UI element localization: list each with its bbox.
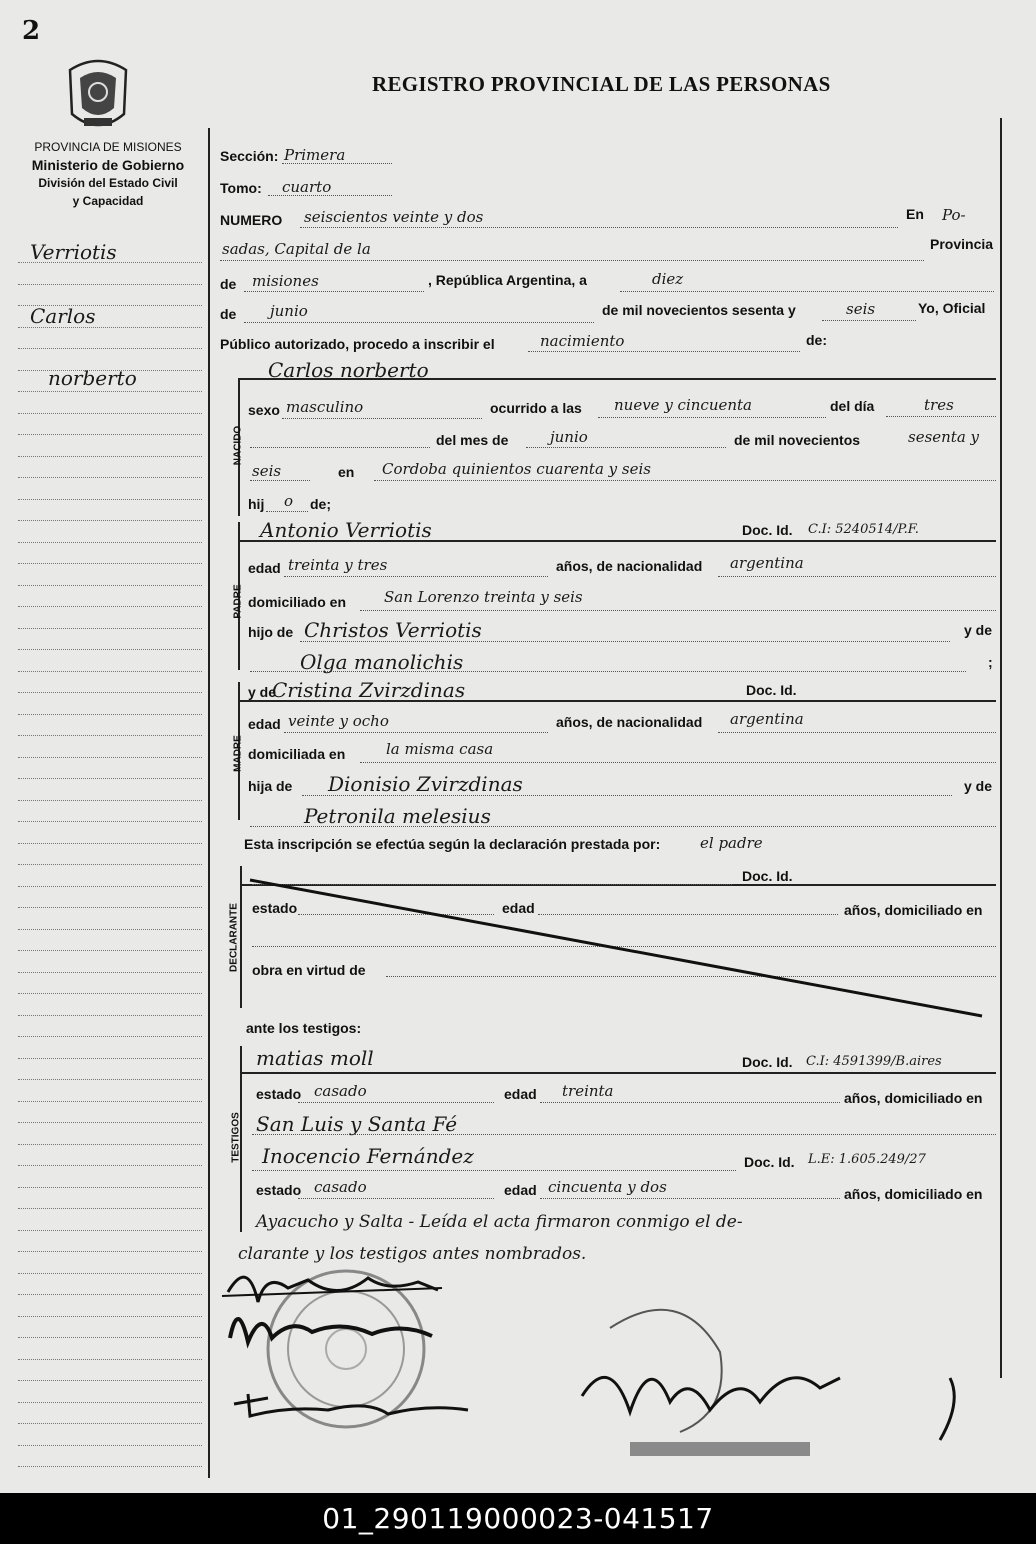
margin-rule bbox=[18, 1273, 202, 1274]
testigo1-estado-label: estado bbox=[256, 1086, 302, 1102]
mes-nac-value: junio bbox=[550, 428, 588, 446]
margin-rule bbox=[18, 1337, 202, 1338]
padre-hijo-de-label: hijo de bbox=[248, 624, 294, 640]
seccion-label: Sección: bbox=[220, 148, 279, 164]
testigo2-anos-label: años, domiciliado en bbox=[844, 1186, 983, 1202]
margin-rule bbox=[18, 348, 202, 349]
en-label: En bbox=[906, 206, 924, 222]
testigo2-edad-label: edad bbox=[504, 1182, 537, 1198]
section-madre: MADRE bbox=[232, 735, 244, 772]
margin-rule bbox=[18, 993, 202, 994]
tomo-label: Tomo: bbox=[220, 180, 262, 196]
margin-rule bbox=[18, 692, 202, 693]
padre-dom-label: domiciliado en bbox=[248, 594, 347, 610]
de-semicolon-label: de; bbox=[310, 496, 331, 512]
authority-line-4: y Capacidad bbox=[72, 194, 144, 208]
testigo1-estado-value: casado bbox=[314, 1082, 367, 1100]
padre-doc-label: Doc. Id. bbox=[742, 522, 793, 538]
closing-line-2: clarante y los testigos antes nombrados. bbox=[238, 1244, 587, 1264]
section-testigos: TESTIGOS bbox=[230, 1112, 242, 1163]
margin-rule bbox=[18, 391, 202, 392]
hij-suffix-value: o bbox=[284, 492, 294, 510]
margin-column-border bbox=[208, 128, 210, 1478]
margin-rule bbox=[18, 1187, 202, 1188]
margin-rule bbox=[18, 1122, 202, 1123]
anio-nac-value-a: sesenta y bbox=[908, 428, 980, 446]
madre-y-de-label2: y de bbox=[964, 778, 993, 794]
margin-rule bbox=[18, 950, 202, 951]
anio-nac-value-b: seis bbox=[252, 462, 282, 480]
de-colon-label: de: bbox=[806, 332, 827, 348]
page-number: 2 bbox=[22, 16, 41, 46]
margin-rule bbox=[18, 1445, 202, 1446]
testigo1-dom-value: San Luis y Santa Fé bbox=[256, 1112, 458, 1136]
scan-identifier: 01_290119000023-041517 bbox=[0, 1493, 1036, 1544]
padre-anos-label: años, de nacionalidad bbox=[556, 558, 703, 574]
testigo1-doc-label: Doc. Id. bbox=[742, 1054, 793, 1070]
margin-rule bbox=[18, 821, 202, 822]
tomo-value: cuarto bbox=[282, 178, 332, 196]
declarante-doc-label: Doc. Id. bbox=[742, 868, 793, 884]
margin-rule bbox=[18, 284, 202, 285]
madre-edad-value: veinte y ocho bbox=[288, 712, 389, 730]
margin-rule bbox=[18, 1402, 202, 1403]
signature-oficial bbox=[570, 1292, 980, 1462]
padre-dom-value: San Lorenzo treinta y seis bbox=[384, 588, 583, 606]
margin-note-first-name: Carlos bbox=[30, 304, 96, 328]
margin-rule bbox=[18, 628, 202, 629]
sexo-label: sexo bbox=[248, 402, 280, 418]
madre-dom-label: domiciliada en bbox=[248, 746, 346, 762]
padre-nombre-value: Antonio Verriotis bbox=[260, 518, 432, 542]
margin-rule bbox=[18, 778, 202, 779]
obra-label: obra en virtud de bbox=[252, 962, 366, 978]
en-lower-label: en bbox=[338, 464, 355, 480]
numero-value: seiscientos veinte y dos bbox=[304, 208, 484, 226]
document-title: REGISTRO PROVINCIAL DE LAS PERSONAS bbox=[372, 72, 831, 96]
inscripcion-label: Esta inscripción se efectúa según la declaración prestada por: bbox=[244, 836, 661, 852]
margin-rule bbox=[18, 757, 202, 758]
margin-rule bbox=[18, 456, 202, 457]
closing-line-1: Ayacucho y Salta - Leída el acta firmaron conmigo el de- bbox=[256, 1212, 743, 1232]
margin-rule bbox=[18, 864, 202, 865]
testigo1-nombre-value: matias moll bbox=[256, 1046, 374, 1070]
margin-rule bbox=[18, 972, 202, 973]
padre-edad-label: edad bbox=[248, 560, 281, 576]
madre-hija-de-label: hija de bbox=[248, 778, 293, 794]
section-nacido: NACIDO bbox=[232, 425, 244, 466]
lugar-continuation: sadas, Capital de la bbox=[222, 240, 371, 258]
testigo2-estado-label: estado bbox=[256, 1182, 302, 1198]
margin-rule bbox=[18, 714, 202, 715]
margin-rule bbox=[18, 1466, 202, 1467]
abuela-materna-value: Petronila melesius bbox=[304, 804, 491, 828]
margin-rule bbox=[18, 1230, 202, 1231]
margin-rule bbox=[18, 735, 202, 736]
abuelo-paterno-value: Christos Verriotis bbox=[304, 618, 482, 642]
abuela-paterna-value: Olga manolichis bbox=[300, 650, 464, 674]
cancel-strike-line bbox=[248, 876, 988, 1022]
publico-label: Público autorizado, procedo a inscribir el bbox=[220, 336, 495, 352]
madre-doc-label: Doc. Id. bbox=[746, 682, 797, 698]
margin-note-middle-name: norberto bbox=[48, 366, 137, 390]
dia-nac-value: tres bbox=[924, 396, 954, 414]
margin-rule bbox=[18, 886, 202, 887]
madre-edad-label: edad bbox=[248, 716, 281, 732]
declarante-edad-label: edad bbox=[502, 900, 535, 916]
hij-label: hij bbox=[248, 496, 265, 512]
testigo2-edad-value: cincuenta y dos bbox=[548, 1178, 667, 1196]
acto-value: nacimiento bbox=[540, 332, 625, 350]
anio-acta-value: seis bbox=[846, 300, 876, 318]
margin-rule bbox=[18, 413, 202, 414]
numero-label: NUMERO bbox=[220, 212, 283, 228]
margin-rule bbox=[18, 1165, 202, 1166]
margin-rule bbox=[18, 1036, 202, 1037]
margin-rule bbox=[18, 585, 202, 586]
del-mes-label: del mes de bbox=[436, 432, 509, 448]
margin-rule bbox=[18, 907, 202, 908]
margin-rule bbox=[18, 649, 202, 650]
testigo2-estado-value: casado bbox=[314, 1178, 367, 1196]
madre-nombre-value: Cristina Zvirzdinas bbox=[272, 678, 466, 702]
authority-line-1: PROVINCIA DE MISIONES bbox=[34, 140, 182, 154]
testigo2-doc-label: Doc. Id. bbox=[744, 1154, 795, 1170]
margin-rule bbox=[18, 1423, 202, 1424]
margin-note-surname: Verriotis bbox=[30, 240, 117, 264]
mes-acta-value: junio bbox=[270, 302, 308, 320]
section-declarante: DECLARANTE bbox=[228, 903, 240, 972]
margin-rule bbox=[18, 1359, 202, 1360]
declarante-value: el padre bbox=[700, 834, 763, 852]
padre-semicolon: ; bbox=[988, 654, 993, 670]
margin-rule bbox=[18, 843, 202, 844]
signature-testigo2 bbox=[228, 1386, 488, 1426]
margin-rule bbox=[18, 1294, 202, 1295]
margin-rule bbox=[18, 929, 202, 930]
margin-rule bbox=[18, 606, 202, 607]
authority-line-2: Ministerio de Gobierno bbox=[31, 157, 185, 173]
provincia-value: misiones bbox=[252, 272, 319, 290]
madre-dom-value: la misma casa bbox=[386, 740, 494, 758]
section-padre: PADRE bbox=[232, 584, 244, 619]
declarante-estado-label: estado bbox=[252, 900, 298, 916]
republica-label: , República Argentina, a bbox=[428, 272, 587, 288]
provincia-label: Provincia bbox=[930, 236, 994, 252]
margin-rule bbox=[18, 520, 202, 521]
hora-value: nueve y cincuenta bbox=[614, 396, 752, 414]
margin-rule bbox=[18, 800, 202, 801]
sexo-value: masculino bbox=[286, 398, 364, 416]
margin-rule bbox=[18, 1208, 202, 1209]
testigo2-doc-value: L.E: 1.605.249/27 bbox=[808, 1152, 926, 1167]
margin-rule bbox=[18, 1316, 202, 1317]
authority-line-3: División del Estado Civil bbox=[38, 176, 178, 190]
margin-rule bbox=[18, 1144, 202, 1145]
nombre-value: Carlos norberto bbox=[268, 358, 429, 382]
lugar-value: Po- bbox=[942, 206, 966, 224]
de-label-2: de bbox=[220, 306, 237, 322]
de-label-1: de bbox=[220, 276, 237, 292]
margin-rule bbox=[18, 1251, 202, 1252]
margin-rule bbox=[18, 477, 202, 478]
padre-nac-value: argentina bbox=[730, 554, 804, 572]
right-border bbox=[1000, 118, 1002, 1378]
mil-sesenta-label: de mil novecientos sesenta y bbox=[602, 302, 796, 318]
lugar-nac-value: Cordoba quinientos cuarenta y seis bbox=[382, 460, 651, 478]
margin-rule bbox=[18, 434, 202, 435]
yo-oficial-label: Yo, Oficial bbox=[918, 300, 986, 316]
testigo1-doc-value: C.I: 4591399/B.aires bbox=[806, 1054, 942, 1069]
madre-anos-label: años, de nacionalidad bbox=[556, 714, 703, 730]
dia-acta-value: diez bbox=[652, 270, 684, 288]
madre-nac-value: argentina bbox=[730, 710, 804, 728]
seccion-value: Primera bbox=[284, 146, 346, 164]
margin-rule bbox=[18, 1058, 202, 1059]
mil-nov-label: de mil novecientos bbox=[734, 432, 861, 448]
authority-block bbox=[10, 138, 206, 210]
margin-rule bbox=[18, 1101, 202, 1102]
provincial-seal bbox=[62, 56, 134, 136]
testigo1-edad-label: edad bbox=[504, 1086, 537, 1102]
ante-testigos-label: ante los testigos: bbox=[246, 1020, 362, 1036]
testigo2-nombre-value: Inocencio Fernández bbox=[262, 1144, 474, 1168]
margin-rule bbox=[18, 1015, 202, 1016]
padre-y-de-label: y de bbox=[964, 622, 993, 638]
margin-rule bbox=[18, 1380, 202, 1381]
madre-y-de-label: y de bbox=[248, 684, 277, 700]
testigo1-edad-value: treinta bbox=[562, 1082, 614, 1100]
testigo1-anos-label: años, domiciliado en bbox=[844, 1090, 983, 1106]
del-dia-label: del día bbox=[830, 398, 875, 414]
abuelo-materno-value: Dionisio Zvirzdinas bbox=[328, 772, 523, 796]
signature-testigo1 bbox=[222, 1298, 452, 1358]
margin-rule bbox=[18, 1079, 202, 1080]
margin-rule bbox=[18, 542, 202, 543]
padre-edad-value: treinta y tres bbox=[288, 556, 388, 574]
margin-rule bbox=[18, 499, 202, 500]
padre-doc-value: C.I: 5240514/P.F. bbox=[808, 522, 919, 537]
margin-rule bbox=[18, 563, 202, 564]
margin-rule bbox=[18, 671, 202, 672]
ocurrido-label: ocurrido a las bbox=[490, 400, 582, 416]
declarante-anos-label: años, domiciliado en bbox=[844, 902, 983, 918]
